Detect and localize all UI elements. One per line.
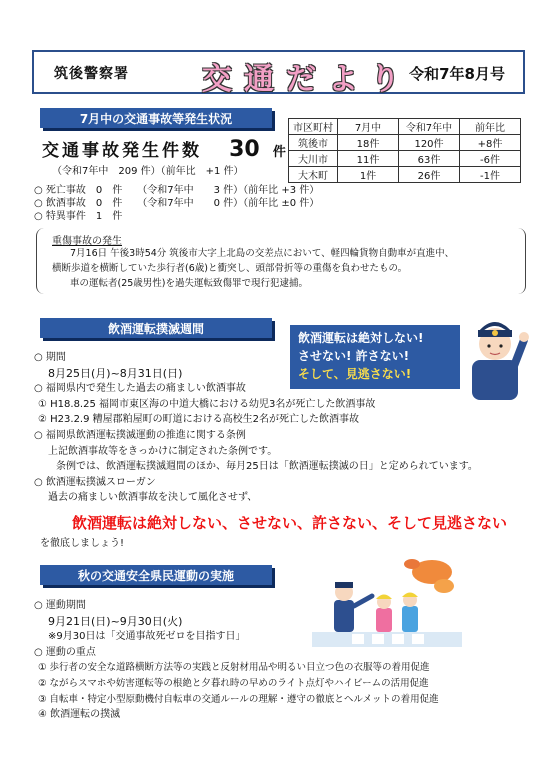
detail-line: 上記飲酒事故等をきっかけに制定された条例です。 bbox=[48, 445, 278, 457]
table-cell: 120件 bbox=[399, 135, 460, 151]
detail-line: ② H23.2.9 糟屋郡粕屋町の町道における高校生2名が死亡した飲酒事故 bbox=[38, 414, 360, 426]
total-accidents-line bbox=[42, 136, 286, 162]
list-item: ○ 飲酒事故 0 件 （令和7年中 0 件）（前年比 ±0 件） bbox=[34, 198, 320, 209]
detail-line: 過去の痛ましい飲酒事故を決して風化させず、 bbox=[48, 492, 258, 504]
table-cell: 11件 bbox=[338, 151, 399, 167]
table-cell: +8件 bbox=[460, 135, 521, 151]
detail-line: ○ 運動の重点 bbox=[34, 646, 96, 658]
serious-accident-title: 重傷事故の発生 bbox=[52, 236, 122, 247]
table-cell: -6件 bbox=[460, 151, 521, 167]
slogan-line: させない! 許さない! bbox=[298, 349, 410, 363]
red-slogan: 飲酒運転は絶対しない、させない、許さない、そして見逃さない bbox=[72, 514, 508, 532]
section1-title: 7月中の交通事故等発生状況 bbox=[79, 111, 233, 126]
issue-date: 令和7年8月号 bbox=[409, 65, 505, 83]
serious-line: 7月16日 午後3時54分 筑後市大字上北島の交差点において、軽四輪貨物自動車が直進中、 bbox=[70, 248, 455, 259]
accident-breakdown-list bbox=[34, 184, 319, 223]
detail-line: ※9月30日は「交通事故死ゼロを目指す日」 bbox=[48, 631, 246, 643]
list-item: ○ 特異事件 1 件 bbox=[34, 211, 123, 222]
detail-line: ① H18.8.25 福岡市東区海の中道大橋における幼児3名が死亡した飲酒事故 bbox=[38, 398, 376, 410]
table-row bbox=[289, 151, 521, 167]
table-header: 令和7年中 bbox=[399, 119, 460, 135]
station-name: 筑後警察署 bbox=[54, 66, 129, 82]
table-header: 前年比 bbox=[460, 119, 521, 135]
total-comparison: （令和7年中 209 件）（前年比 +1 件） bbox=[52, 166, 244, 177]
serious-line: 横断歩道を横断していた歩行者(6歳)と衝突し、頭部骨折等の重傷を負わせたもの。 bbox=[52, 263, 408, 274]
detail-line: ○ 運動期間 bbox=[34, 600, 86, 611]
table-header: 市区町村 bbox=[289, 119, 338, 135]
table-row bbox=[289, 135, 521, 151]
table-cell: 26件 bbox=[399, 167, 460, 183]
campaign-details bbox=[34, 350, 478, 506]
newsletter-header bbox=[32, 50, 525, 97]
total-value: 30 bbox=[229, 137, 260, 162]
municipality-table-wrap bbox=[288, 118, 521, 183]
detail-line: ○ 福岡県内で発生した過去の痛ましい飲酒事故 bbox=[34, 383, 246, 395]
slogan-line: 飲酒運転は絶対しない! bbox=[298, 331, 424, 345]
section3-title: 秋の交通安全県民運動の実施 bbox=[77, 568, 234, 583]
table-header-row bbox=[289, 119, 521, 135]
table-row bbox=[289, 167, 521, 183]
table-cell: 筑後市 bbox=[289, 135, 338, 151]
table-cell: 18件 bbox=[338, 135, 399, 151]
serious-accident-text bbox=[52, 246, 454, 291]
table-cell: 大木町 bbox=[289, 167, 338, 183]
newsletter-title: 交通だより bbox=[202, 62, 412, 97]
municipality-table bbox=[288, 118, 521, 183]
table-header: 7月中 bbox=[338, 119, 399, 135]
table-cell: -1件 bbox=[460, 167, 521, 183]
detail-line: ② ながらスマホや妨害運転等の根絶と夕暮れ時の早めのライト点灯やハイビームの活用促進 bbox=[38, 677, 429, 689]
detail-line: ○ 福岡県飲酒運転撲滅運動の推進に関する条例 bbox=[34, 429, 246, 441]
serious-line: 車の運転者(25歳男性)を過失運転致傷罪で現行犯逮捕。 bbox=[70, 278, 309, 289]
detail-line: ○ 期間 bbox=[34, 352, 66, 363]
closing-line: を徹底しましょう! bbox=[40, 538, 125, 549]
section3-title-band bbox=[40, 565, 272, 585]
total-unit: 件 bbox=[272, 145, 286, 160]
section2-title: 飲酒運転撲滅週間 bbox=[107, 321, 204, 336]
section1-title-band bbox=[40, 108, 272, 128]
list-item: ○ 死亡事故 0 件 （令和7年中 3 件）（前年比 +3 件） bbox=[34, 185, 320, 196]
table-cell: 1件 bbox=[338, 167, 399, 183]
table-cell: 63件 bbox=[399, 151, 460, 167]
detail-line: ○ 飲酒運転撲滅スローガン bbox=[34, 476, 156, 488]
detail-line: 条例では、飲酒運転撲滅週間のほか、毎月25日は「飲酒運転撲滅の日」と定められています。 bbox=[56, 461, 478, 473]
detail-line: 8月25日(月)~8月31日(日) bbox=[48, 366, 183, 380]
total-label: 交通事故発生件数 bbox=[42, 141, 202, 161]
table-cell: 大川市 bbox=[289, 151, 338, 167]
detail-line: ① 歩行者の安全な道路横断方法等の実践と反射材用品や明るい目立つ色の衣服等の着用促進 bbox=[38, 662, 430, 674]
detail-line: ④ 飲酒運転の撲滅 bbox=[38, 709, 121, 721]
slogan-line: そして、見逃さない! bbox=[298, 367, 412, 381]
section2-title-band bbox=[40, 318, 272, 338]
campaign-period-list bbox=[34, 598, 439, 723]
detail-line: ③ 自転車・特定小型原動機付自転車の交通ルールの理解・遵守の徹底とヘルメットの着用促進 bbox=[38, 693, 439, 705]
detail-line: 9月21日(日)~9月30日(火) bbox=[48, 614, 183, 628]
